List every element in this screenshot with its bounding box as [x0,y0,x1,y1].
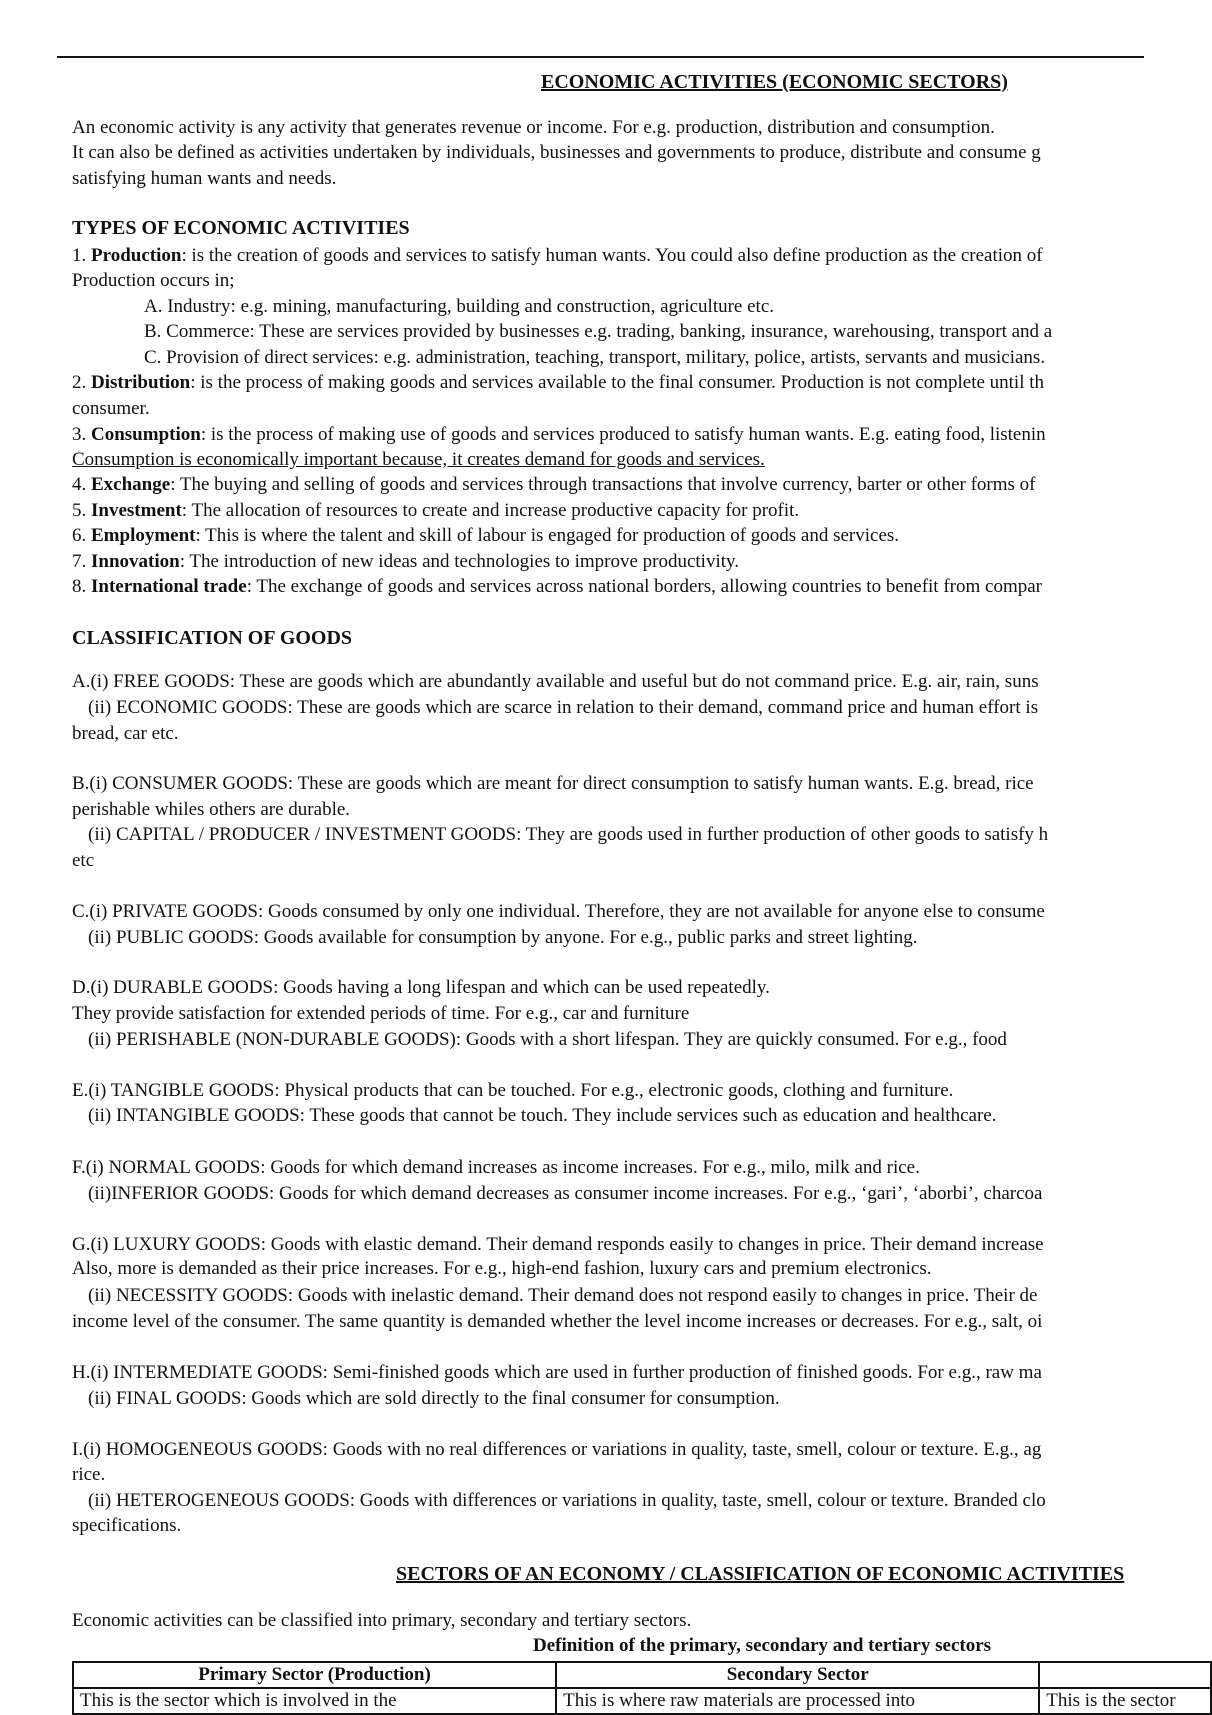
item-number: 5. [72,500,91,521]
underlined-text: Consumption is economically important because, it creates demand for goods and services. [72,449,765,470]
type-investment [72,499,799,523]
item-term: Exchange [91,474,171,495]
goods-line: Also, more is demanded as their price increases. For e.g., high-end fashion, luxury cars and premium electronics. [72,1258,932,1279]
page-title: ECONOMIC ACTIVITIES (ECONOMIC SECTORS) [541,71,1008,93]
type-exchange [72,473,1036,497]
table-title: Definition of the primary, secondary and tertiary sectors [533,1635,992,1656]
goods-line: (ii) NECESSITY GOODS: Goods with inelastic demand. Their demand does not respond easily to changes in price. Their de [88,1285,1038,1306]
goods-line: C.(i) PRIVATE GOODS: Goods consumed by only one individual. Therefore, they are not available for anyone else to consume [72,901,1045,922]
item-number: 6. [72,525,91,546]
goods-line: E.(i) TANGIBLE GOODS: Physical products that can be touched. For e.g., electronic goods, clothing and furniture. [72,1080,954,1101]
production-subitem: C. Provision of direct services: e.g. administration, teaching, transport, military, police, artists, servants and musicians. [144,347,1046,368]
item-term: Distribution [91,372,191,393]
table-cell: This is where raw materials are processed into [556,1688,1039,1714]
type-distribution [72,371,1044,395]
goods-line: B.(i) CONSUMER GOODS: These are goods which are meant for direct consumption to satisfy human wants. E.g. bread, rice [72,773,1034,794]
item-term: Production [91,245,182,266]
goods-line: A.(i) FREE GOODS: These are goods which are abundantly available and useful but do not command price. E.g. air, rain, suns [72,671,1039,692]
intro-line: It can also be defined as activities undertaken by individuals, businesses and governments to produce, distribute and consume g [72,142,1041,163]
goods-line: (ii) PERISHABLE (NON-DURABLE GOODS): Goods with a short lifespan. They are quickly consumed. For e.g., food [88,1029,1007,1050]
item-text: : is the process of making use of goods and services produced to satisfy human wants. E.g. eating food, listenin [200,424,1046,445]
item-number: 7. [72,551,91,572]
type-production [72,244,1043,268]
table-row [73,1688,1211,1714]
goods-line: (ii) CAPITAL / PRODUCER / INVESTMENT GOODS: They are goods used in further production of other goods to satisfy h [88,824,1049,845]
goods-line: F.(i) NORMAL GOODS: Goods for which demand increases as income increases. For e.g., milo, milk and rice. [72,1157,920,1178]
table-cell: This is the sector [1039,1688,1211,1714]
goods-line: (ii) PUBLIC GOODS: Goods available for consumption by anyone. For e.g., public parks and street lighting. [88,927,918,948]
item-text: : The buying and selling of goods and services through transactions that involve currency, barter or other forms of [170,474,1036,495]
item-term: Employment [91,525,196,546]
goods-line: H.(i) INTERMEDIATE GOODS: Semi-finished goods which are used in further production of finished goods. For e.g., raw ma [72,1362,1042,1383]
item-text: : is the process of making goods and services available to the final consumer. Production is not complete until th [190,372,1045,393]
consumption-importance [72,448,765,472]
item-text: : This is where the talent and skill of labour is engaged for production of goods and services. [195,525,900,546]
type-international-trade [72,575,1042,599]
item-term: Investment [91,500,182,521]
goods-line: (ii)INFERIOR GOODS: Goods for which demand decreases as consumer income increases. For e.g., ‘gari’, ‘aborbi’, charcoa [88,1183,1043,1204]
goods-line: I.(i) HOMOGENEOUS GOODS: Goods with no real differences or variations in quality, taste, smell, colour or texture. E.g., ag [72,1439,1042,1460]
column-header: Primary Sector (Production) [73,1662,556,1688]
goods-line: rice. [72,1464,106,1485]
classification-heading: CLASSIFICATION OF GOODS [72,627,353,649]
types-heading: TYPES OF ECONOMIC ACTIVITIES [72,217,410,239]
production-subitem: A. Industry: e.g. mining, manufacturing, building and construction, agriculture etc. [144,296,775,317]
item-text: : The allocation of resources to create and increase productive capacity for profit. [181,500,800,521]
item-number: 2. [72,372,91,393]
goods-line: (ii) INTANGIBLE GOODS: These goods that cannot be touch. They include services such as education and healthcare. [88,1105,997,1126]
production-subitem: B. Commerce: These are services provided by businesses e.g. trading, banking, insurance, warehousing, transport and a [144,321,1053,342]
column-header [1039,1662,1211,1688]
item-number: 8. [72,576,91,597]
goods-line: (ii) ECONOMIC GOODS: These are goods which are scarce in relation to their demand, command price and human effort is [88,697,1039,718]
item-number: 1. [72,245,91,266]
goods-line: bread, car etc. [72,723,179,744]
type-employment [72,524,899,548]
distribution-continued: consumer. [72,398,150,419]
sectors-table [72,1661,1212,1715]
intro-line: satisfying human wants and needs. [72,168,337,189]
item-text: : is the creation of goods and services to satisfy human wants. You could also define production as the creation of [181,245,1043,266]
type-innovation [72,550,739,574]
item-number: 3. [72,424,91,445]
item-text: : The exchange of goods and services across national borders, allowing countries to benefit from compar [246,576,1042,597]
goods-line: specifications. [72,1515,182,1536]
top-rule [57,56,1144,58]
sectors-intro: Economic activities can be classified into primary, secondary and tertiary sectors. [72,1610,692,1631]
item-term: Consumption [91,424,201,445]
column-header: Secondary Sector [556,1662,1039,1688]
goods-line: perishable whiles others are durable. [72,799,351,820]
goods-line: They provide satisfaction for extended periods of time. For e.g., car and furniture [72,1003,690,1024]
goods-line: etc [72,850,95,871]
table-cell: This is the sector which is involved in the [73,1688,556,1714]
item-number: 4. [72,474,91,495]
goods-line: G.(i) LUXURY GOODS: Goods with elastic demand. Their demand responds easily to changes in price. Their demand increase [72,1234,1044,1255]
goods-line: D.(i) DURABLE GOODS: Goods having a long lifespan and which can be used repeatedly. [72,977,770,998]
intro-line: An economic activity is any activity that generates revenue or income. For e.g. production, distribution and consumption. [72,117,995,138]
goods-line: (ii) HETEROGENEOUS GOODS: Goods with differences or variations in quality, taste, smell, colour or texture. Branded clo [88,1490,1046,1511]
goods-line: income level of the consumer. The same quantity is demanded whether the level income increases or decreases. For e.g., salt, oi [72,1311,1043,1332]
sectors-heading: SECTORS OF AN ECONOMY / CLASSIFICATION OF ECONOMIC ACTIVITIES [396,1563,1125,1585]
type-consumption [72,423,1046,447]
item-term: Innovation [91,551,180,572]
item-text: : The introduction of new ideas and technologies to improve productivity. [179,551,740,572]
table-header-row [73,1662,1211,1688]
production-continued: Production occurs in; [72,270,235,291]
item-term: International trade [91,576,247,597]
goods-line: (ii) FINAL GOODS: Goods which are sold directly to the final consumer for consumption. [88,1388,780,1409]
